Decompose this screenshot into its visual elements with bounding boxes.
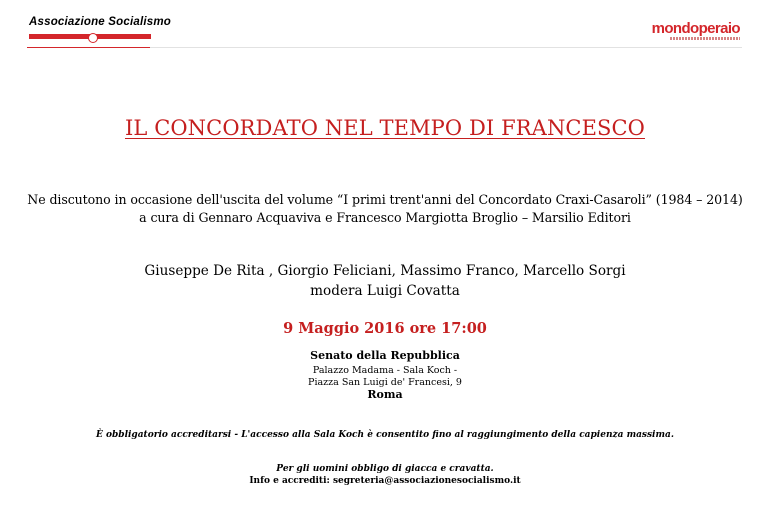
intro-line-2: a cura di Gennaro Acquaviva e Francesco Margiotta Broglio – Marsilio Editori: [139, 210, 631, 225]
venue-city: Roma: [367, 388, 403, 401]
contact-info: Info e accrediti: segreteria@associazionesocialismo.it: [249, 476, 521, 486]
speakers-list: Giuseppe De Rita , Giorgio Feliciani, Massimo Franco, Marcello Sorgi: [144, 263, 626, 279]
header-rule-gray: [150, 47, 742, 48]
venue-name: Senato della Repubblica: [310, 349, 460, 362]
venue-address-line-2: Piazza San Luigi de' Francesi, 9: [308, 377, 462, 388]
intro-line-1: Ne discutono in occasione dell'uscita del volume “I primi trent'anni del Concordato Craxi-Casaroli” (1984 – 2014): [27, 192, 743, 207]
event-date-time: 9 Maggio 2016 ore 17:00: [283, 320, 487, 337]
logo-circle-icon: [88, 33, 98, 43]
header-rule-red: [27, 47, 150, 48]
moderator: modera Luigi Covatta: [310, 283, 460, 299]
associazione-socialismo-logo-text: Associazione Socialismo: [29, 16, 172, 28]
event-title: IL CONCORDATO NEL TEMPO DI FRANCESCO: [124, 116, 645, 140]
associazione-socialismo-logo: [29, 15, 172, 45]
accreditation-note: È obbligatorio accreditarsi - L'accesso alla Sala Koch è consentito fino al raggiungimento della capienza massima.: [96, 430, 674, 440]
mondoperaio-logo: [644, 20, 740, 48]
mondoperaio-tagline-mark: [670, 37, 740, 40]
dress-code-note: Per gli uomini obbligo di giacca e cravatta.: [276, 464, 494, 474]
venue-address-line-1: Palazzo Madama - Sala Koch -: [312, 365, 458, 376]
mondoperaio-logo-text: mondoperaio: [651, 20, 740, 37]
